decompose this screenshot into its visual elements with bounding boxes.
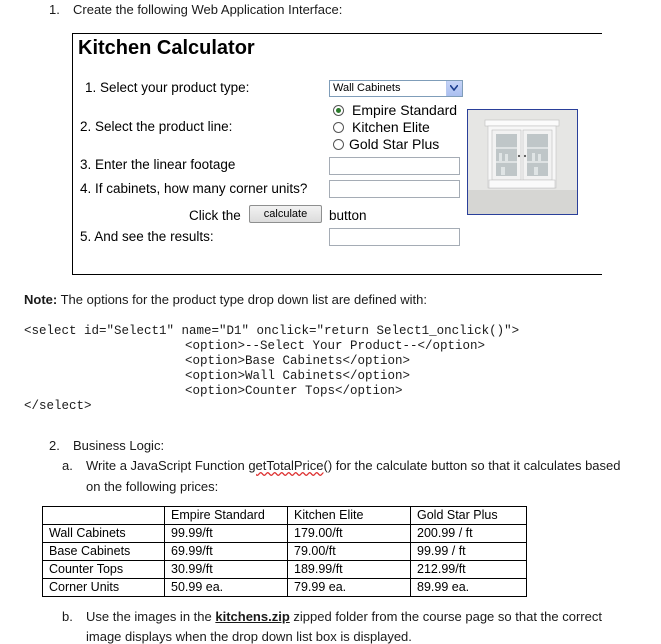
radio-kitchen-elite[interactable] [333, 122, 344, 133]
item-2-text: Business Logic: [73, 438, 165, 453]
table-cell: Base Cabinets [43, 543, 165, 561]
table-cell: 99.99 / ft [411, 543, 527, 561]
radio-selected-dot [336, 108, 341, 113]
table-header-cell: Gold Star Plus [411, 507, 527, 525]
item-1-text: Create the following Web Application Interface: [73, 2, 343, 17]
step-2-label: 2. Select the product line: [80, 119, 233, 134]
note-label: Note: [24, 292, 58, 307]
note-text: The options for the product type drop down list are defined with: [60, 292, 427, 307]
table-header-cell [43, 507, 165, 525]
table-row [43, 543, 527, 561]
zip-file-name: kitchens.zip [215, 609, 290, 624]
code-line-2: <option>--Select Your Product--</option> [185, 339, 486, 353]
table-header-cell: Kitchen Elite [288, 507, 411, 525]
chevron-down-icon[interactable] [446, 81, 462, 96]
sub-a-letter: a. [62, 458, 73, 473]
table-cell: 189.99/ft [288, 561, 411, 579]
table-cell: Corner Units [43, 579, 165, 597]
step-1-label: 1. Select your product type: [85, 80, 250, 95]
table-row [43, 561, 527, 579]
table-cell: 212.99/ft [411, 561, 527, 579]
table-cell: 89.99 ea. [411, 579, 527, 597]
code-line-4: <option>Wall Cabinets</option> [185, 369, 411, 383]
step-4-label: 4. If cabinets, how many corner units? [80, 181, 308, 196]
table-cell: 179.00/ft [288, 525, 411, 543]
sub-a-text-before: Write a JavaScript Function [86, 458, 249, 473]
wall-cabinet-photo [467, 109, 578, 215]
code-line-5: <option>Counter Tops</option> [185, 384, 403, 398]
table-cell: 99.99/ft [165, 525, 288, 543]
sub-a-line-2: on the following prices: [86, 479, 219, 494]
step-3-label: 3. Enter the linear footage [80, 157, 236, 172]
table-cell: 200.99 / ft [411, 525, 527, 543]
table-row [43, 579, 527, 597]
table-header-cell: Empire Standard [165, 507, 288, 525]
product-type-select[interactable] [329, 80, 463, 97]
code-line-3: <option>Base Cabinets</option> [185, 354, 411, 368]
product-type-value: Wall Cabinets [333, 82, 401, 94]
radio-empire-standard[interactable] [333, 105, 344, 116]
table-cell: Wall Cabinets [43, 525, 165, 543]
code-line-6: </select> [24, 399, 92, 413]
table-row [43, 525, 527, 543]
table-cell: 69.99/ft [165, 543, 288, 561]
item-2-number: 2. [49, 438, 60, 453]
code-line-1: <select id="Select1" name="D1" onclick="return Select1_onclick()"> [24, 324, 520, 338]
step-5-label: 5. And see the results: [80, 229, 214, 244]
radio-gold-star-plus[interactable] [333, 139, 344, 150]
radio-label-gold-star-plus: Gold Star Plus [349, 136, 440, 152]
calculate-button[interactable]: calculate [249, 205, 322, 223]
calculator-title: Kitchen Calculator [78, 37, 255, 59]
radio-label-empire-standard: Empire Standard [352, 102, 458, 118]
table-cell: 79.00/ft [288, 543, 411, 561]
item-1-number: 1. [49, 2, 60, 17]
table-cell: Counter Tops [43, 561, 165, 579]
linear-footage-input[interactable] [329, 157, 460, 175]
sub-b-text-after: zipped folder from the course page so that the correct [289, 609, 602, 624]
sub-b-text-before: Use the images in the [86, 609, 216, 624]
radio-label-kitchen-elite: Kitchen Elite [352, 119, 430, 135]
table-header-row [43, 507, 527, 525]
sub-b-line-2: image displays when the drop down list box is displayed. [86, 629, 412, 644]
sub-a-text-after: () for the calculate button so that it calculates based [323, 458, 621, 473]
table-cell: 50.99 ea. [165, 579, 288, 597]
results-output[interactable] [329, 228, 460, 246]
prices-table [42, 506, 527, 597]
sub-b-letter: b. [62, 609, 73, 624]
table-cell: 30.99/ft [165, 561, 288, 579]
button-text: button [329, 208, 367, 223]
function-name: getTotalPrice [248, 458, 324, 473]
click-the-text: Click the [189, 208, 241, 223]
corner-units-input[interactable] [329, 180, 460, 198]
table-cell: 79.99 ea. [288, 579, 411, 597]
